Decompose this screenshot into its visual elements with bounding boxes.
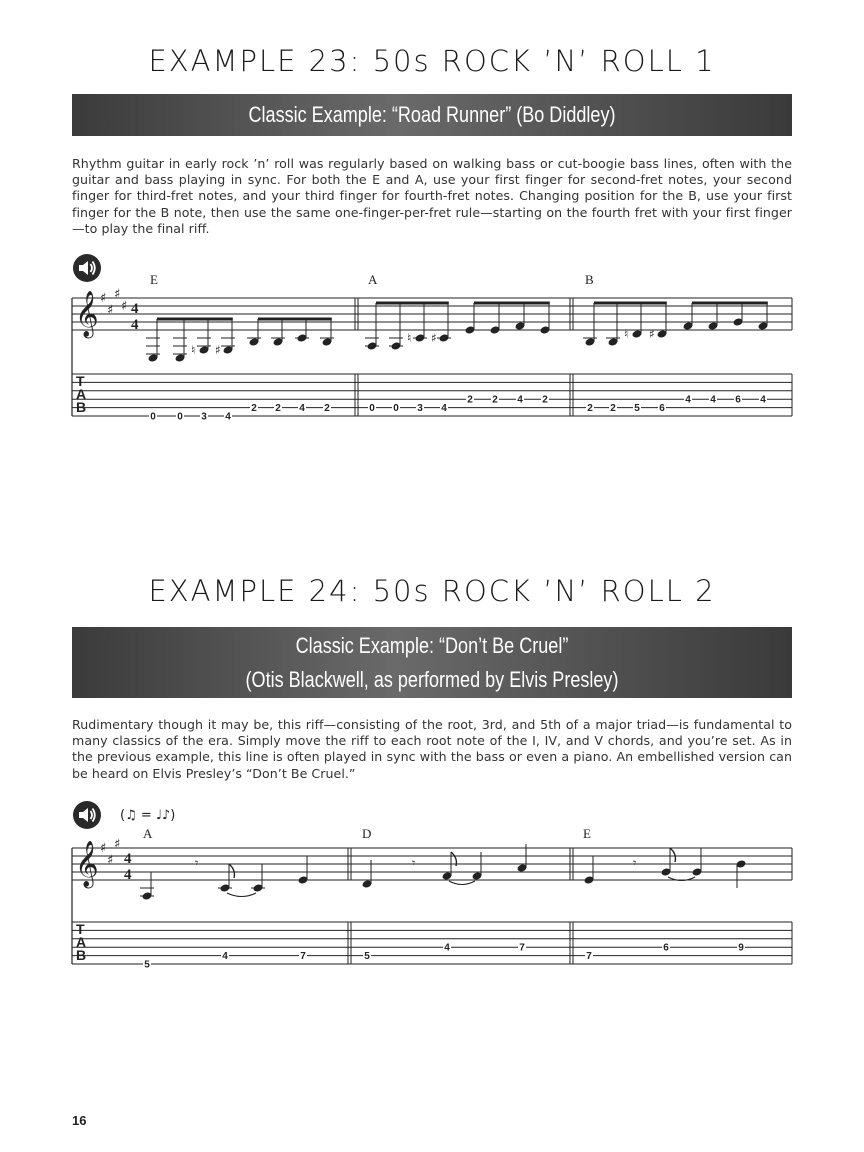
tab-number: 3 — [417, 403, 423, 415]
note-flag — [670, 848, 675, 862]
tab-number: 0 — [177, 411, 183, 423]
tab-number: 2 — [251, 403, 257, 415]
tie — [227, 893, 256, 897]
key-signature-sharp: ♯ — [114, 287, 121, 302]
tab-number: 6 — [663, 942, 669, 954]
chord-symbol: D — [362, 826, 372, 841]
key-signature-sharp: ♯ — [107, 853, 114, 868]
key-signature-sharp: ♯ — [114, 837, 121, 852]
note-flag — [229, 864, 234, 878]
swing-feel-marking: (♫ = ♩♪) — [120, 808, 176, 823]
time-signature-bottom: 4 — [124, 867, 132, 883]
note-beam — [157, 318, 233, 321]
tab-number: 4 — [225, 411, 231, 423]
chord-symbol: B — [585, 272, 594, 287]
tab-number: 0 — [393, 403, 399, 415]
example-24-banner-line-2: (Otis Blackwell, as performed by Elvis Presley) — [245, 667, 619, 692]
tab-clef-letter: T — [76, 373, 85, 389]
tab-number: 6 — [735, 394, 741, 406]
tab-number: 0 — [150, 411, 156, 423]
tab-number: 4 — [710, 394, 716, 406]
tab-number: 5 — [144, 959, 150, 971]
time-signature-top: 4 — [124, 851, 132, 867]
key-signature-sharp: ♯ — [100, 291, 107, 306]
tab-number: 2 — [492, 394, 498, 406]
note-beam — [594, 302, 667, 305]
tab-clef-letter: B — [76, 947, 87, 963]
tab-number: 4 — [222, 951, 228, 963]
tab-number: 7 — [300, 951, 306, 963]
tab-clef-letter: A — [76, 934, 87, 950]
accidental: ♯ — [431, 331, 437, 345]
example-24-description: Rudimentary though it may be, this riff—consisting of the root, 3rd, and 5th of a major triad—is fundamental to many classics of the era. Simply move the riff to each root note of the I, IV, and V chords, and you’re set. As in the previous example, this line is often played in sync with the bass or even a piano. An embellished version can be heard on Elvis Presley’s “Don’t Be Cruel.” — [72, 717, 792, 781]
eighth-rest: 𝄾 — [195, 856, 199, 870]
accidental: ♮ — [191, 343, 196, 357]
accidental: ♮ — [407, 331, 412, 345]
example-24-title: EXAMPLE 24: 50s ROCK ’N’ ROLL 2 — [148, 574, 716, 608]
tab-clef-letter: A — [76, 386, 87, 402]
tab-number: 2 — [324, 403, 330, 415]
example-23-notation — [72, 272, 792, 423]
chord-symbol: A — [143, 826, 153, 841]
tab-number: 2 — [467, 394, 473, 406]
note-beam — [258, 318, 332, 321]
tab-clef-letter: T — [76, 921, 85, 937]
example-23-description: Rhythm guitar in early rock ’n’ roll was regularly based on walking bass or cut-boogie bass lines, often with the guitar and bass playing in sync. For both the E and A, use your first finger for second-fret notes, your second finger for third-fret notes, and your third finger for fourth-fret notes. Changing position for the B, use your first finger for the B note, then use the same one-finger-per-fret rule—starting on the fourth fret with your first finger—to play the final riff. — [72, 156, 792, 236]
tab-number: 9 — [738, 942, 744, 954]
tab-number: 2 — [542, 394, 548, 406]
tab-number: 5 — [634, 403, 640, 415]
example-24-notation — [72, 808, 792, 971]
example-24-banner-line-1: Classic Example: “Don’t Be Cruel” — [295, 633, 569, 658]
chord-symbol: E — [150, 272, 158, 287]
tab-number: 3 — [201, 411, 207, 423]
note-beam — [692, 302, 768, 305]
key-signature-sharp: ♯ — [100, 841, 107, 856]
treble-clef: 𝄞 — [75, 841, 99, 887]
example-23-title: EXAMPLE 23: 50s ROCK ’N’ ROLL 1 — [148, 44, 716, 78]
chord-symbol: A — [368, 272, 378, 287]
tab-number: 4 — [517, 394, 523, 406]
tab-number: 4 — [444, 942, 450, 954]
tab-number: 5 — [364, 951, 370, 963]
eighth-rest: 𝄾 — [412, 856, 416, 870]
treble-clef: 𝄞 — [75, 291, 99, 337]
tab-number: 4 — [299, 403, 305, 415]
tab-number: 6 — [659, 403, 665, 415]
note-beam — [376, 302, 449, 305]
tab-number: 4 — [441, 403, 447, 415]
tab-number: 2 — [587, 403, 593, 415]
chord-symbol: E — [583, 826, 591, 841]
example-23-banner-line: Classic Example: “Road Runner” (Bo Diddley) — [248, 102, 616, 127]
tab-number: 0 — [369, 403, 375, 415]
tab-clef-letter: B — [76, 399, 87, 415]
accidental: ♮ — [624, 327, 629, 341]
eighth-rest: 𝄾 — [633, 856, 637, 870]
tab-number: 4 — [760, 394, 766, 406]
accidental: ♯ — [649, 327, 655, 341]
time-signature-bottom: 4 — [131, 317, 139, 333]
key-signature-sharp: ♯ — [121, 299, 128, 314]
tab-number: 4 — [685, 394, 691, 406]
page-number: 16 — [72, 1113, 87, 1128]
tab-number: 2 — [610, 403, 616, 415]
accidental: ♯ — [215, 343, 221, 357]
tab-number: 7 — [519, 942, 525, 954]
tab-number: 7 — [586, 951, 592, 963]
tie — [449, 881, 475, 885]
key-signature-sharp: ♯ — [107, 303, 114, 318]
time-signature-top: 4 — [131, 301, 139, 317]
note-beam — [474, 302, 550, 305]
tab-number: 2 — [275, 403, 281, 415]
